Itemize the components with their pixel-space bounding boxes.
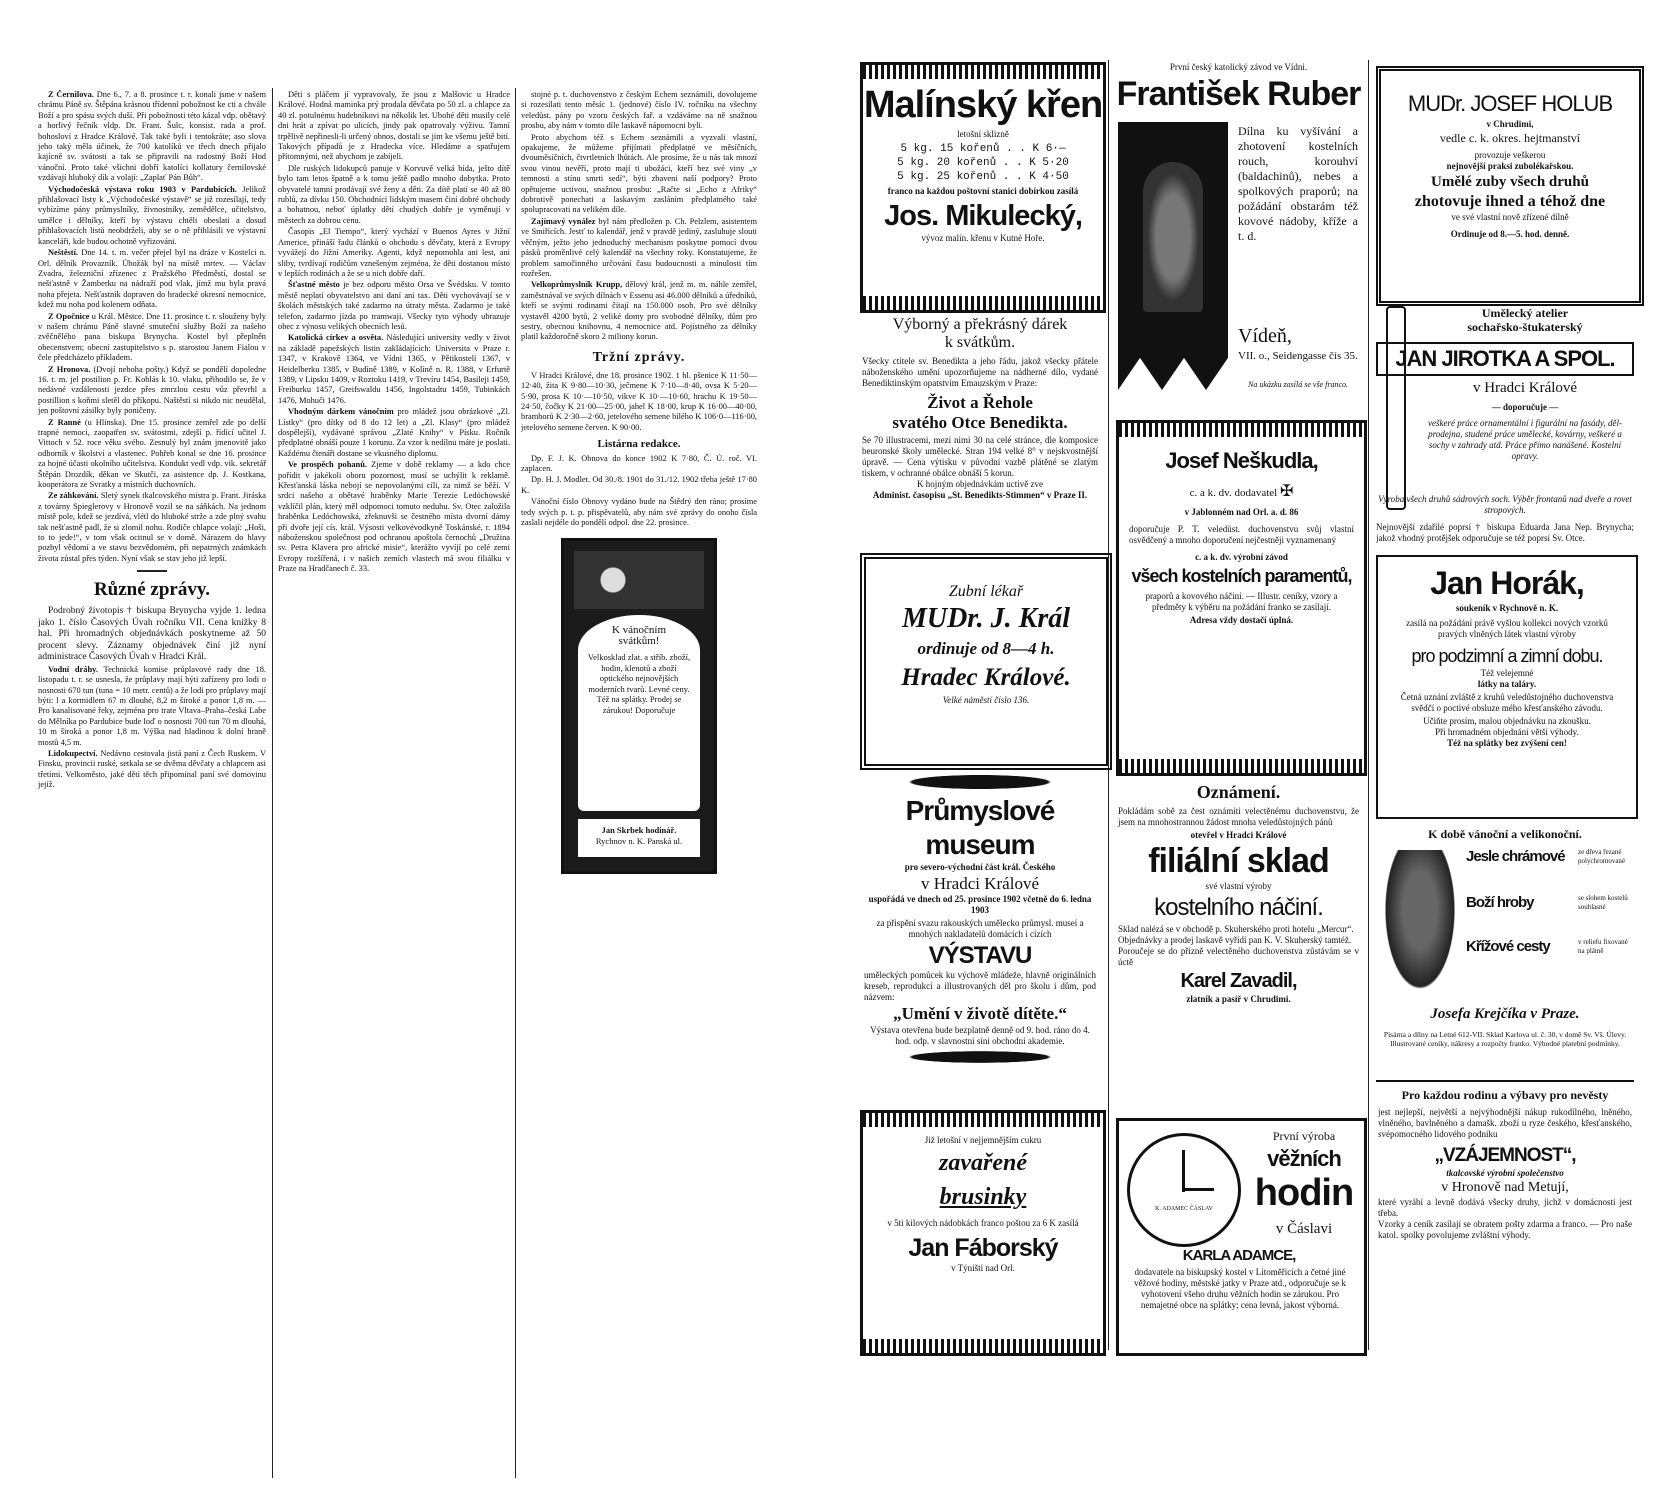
section-title: Různé zprávy.	[93, 579, 211, 601]
ad-body: Též velejemné	[1480, 668, 1534, 678]
ad-quote: „Umění v životě dítěte.“	[893, 1004, 1067, 1023]
ornament-border	[863, 1113, 1103, 1127]
article-cernilov: Z Černilova. Dne 6., 7. a 8. prosince t. r. konali jsme v našem chrámu Páně sv. Štěpána krásnou třídenní pobožnost ke cti a chvále Boží a pro spásu svých duší. Při pobožnosti této kázal vdp. obětavý a horlivý řečník vldp. Dr. Frant. Šulc, konsist. rada a prof. bohosloví z Hradce Králové. Tak také byli i tentokráte; aso slova jeho taký měla účinek, že 700 katolíků ve třech dnech přijalo kajícně sv. svátosti a tak se připravili na radostný Boží Hod vánoční. Proto také všichni dobří katolíci kollatury černilovské vzdávají hluboký dík a volají: „Zaplať Pán Bůh“.	[38, 90, 266, 183]
holub-ad	[1376, 66, 1644, 306]
ad-body: Se 70 illustracemi, mezi nimi 30 na celé stránce, dle komposice beuronské školy umělecké. Stran 194 velké 8° v nejskvostnější úpravě. — Cena výtisku v původní vazbě plátěné se zlatým tiskem, v ochranné obálce obnáší 5 korun.	[862, 435, 1098, 478]
ad-title: Malínský křen	[863, 84, 1103, 126]
ad-city: v Chrudimi,	[1486, 119, 1534, 129]
clock-icon	[1127, 1133, 1241, 1247]
ad-body: K hojným objednávkám uctivě zve	[917, 479, 1043, 489]
article-krupp: Velkoprůmyslník Krupp, dělový král, jenž m. m. náhle zemřel, zaměstnával ve svých dílnách v Essenu asi 46.000 dělníků a úředníků, kteří se svými rodinami čítají na 150.000 osob. Pro své dělníky vystavěl 4200 bytů, 2 veliké domy pro svobodné dělníky, dům pro sestry, obecnou knihovnu, 4 nemocnice atd. Pojistného za dělníky platil každoročně skoro 2 miliony korun.	[521, 280, 757, 342]
ad-highlight: VÝSTAVU	[928, 942, 1032, 969]
ad-body: látky na taláry.	[1477, 679, 1537, 689]
clock-hand	[1182, 1188, 1214, 1191]
ad-city: v Hronově nad Metují,	[1441, 1180, 1569, 1195]
ad-title: František Ruber	[1116, 75, 1361, 113]
ad-body: Výstava otevřena bude bezplatně denně od 9. hod. ráno do 4. hod. odp. v slavnostní síni obchodní akademie.	[870, 1025, 1090, 1046]
ad-body: — doporučuje —	[1491, 402, 1559, 412]
column-rule	[1108, 60, 1109, 1350]
ad-note: v reliefu fixované na plátně	[1578, 938, 1628, 955]
ad-highlight: Umělé zuby všech druhů	[1431, 174, 1589, 190]
pillar	[1386, 306, 1406, 510]
article-vynalez: Zajímavý vynález byl nám předložen p. Ch. Pelzlem, asistentem ve Smiřicích. Jestť to kalendář, jenž v pravdě jediný, zasluhuje slouti věčným, ježto jeho jednoduchý mechanism poskytne pomocí dvou pásků proměnlivé celý kalendář na všechny roky. Konstatujeme, že problem samočinného určování času budoucnosti a minulosti tím rozřešen.	[521, 216, 757, 278]
ad-body: veškeré práce ornamentální i figurální na fasády, děl- prodejna, studené práce umělecké, kovárny, veškeré a sochy v zahrady atd. Práce přímo nanášené. Kostelní opravy.	[1428, 418, 1622, 461]
ad-footer: Též na splátky bez zvýšení cen!	[1447, 738, 1567, 748]
ruber-ad	[1116, 62, 1361, 397]
ad-body: za přispění svazu rakouských umělecko průmysl. museí a mnohých nakladatelů domácích i cizích	[876, 918, 1084, 939]
article-opocnice: Z Opočnice u Král. Městce. Dne 11. prosince t. r. slouženy byly v našem chrámu Páně slavné smuteční služby Boží za našeho zvěčnělého pana biskupa Brynycha. Kostel byl přeplněn obecenstvem; obecní zastupitelstvo s p. starostou Janem Fialou v čele předcházelo příkladem.	[38, 311, 266, 363]
ad-title: Oznámení.	[1196, 782, 1281, 802]
ad-title: věžních	[1267, 1146, 1341, 1171]
ad-body: jest nejlepší, největší a nejvýhodnější nákup rukodílného, lněného, vlněného, bavlněného a damašk. zboží u ryze českého, křesťanského, svépomocného lidového podniku	[1378, 1107, 1632, 1139]
ad-title: MUDr. JOSEF HOLUB	[1407, 91, 1613, 116]
ad-panel	[578, 615, 700, 811]
ornament	[860, 770, 1100, 794]
ad-body: Nejnovější zdařilé poprsí † biskupa Eduarda Jana Nep. Brynycha; jakož vhodný protějšek odporučuje se též poprsí Sv. Otce.	[1376, 522, 1634, 543]
ad-highlight: kostelního náčiní.	[1154, 894, 1323, 921]
ad-body: Objednávky a prodej laskavě vyřídí pan K. V. Skuherský tamtéž.	[1118, 935, 1352, 945]
kral-ad	[860, 553, 1112, 770]
price-line: 5 kg. 15 kořenů . . K 6·—	[900, 143, 1066, 155]
article-vystava: Východočeská výstava roku 1903 v Pardubicích. Jelikož přihlašovací listy k „Východočeské výstavě“ se již rozesílají, tedy vybízíme pány průmyslníky, živnostníky, zemědělce, učitelstvo, umělce i dělníky, kteří by výstavu chtěli obeslati a dosud přihlašovacích listů neobdrželi, aby se o ně přihlásili ve výstavní kanceláři, kde budou ochotně vyřizováni.	[38, 184, 266, 246]
ad-greeting: svátkům!	[618, 634, 660, 647]
ad-address: VII. o., Seidengasse čís 35.	[1238, 350, 1358, 362]
article-hronov: Z Hronova. (Dvojí neboha pošty.) Když se pondělí dopoledne 16. t. m. jel postilion p. Fr. Koblás k 10. vlaku, přihodilo se, že v nedávné vzdálenosti jezdce přes zmrzlou cestu vůz převrhl a postillion s koňmi sletěl do příkopu. Naštěstí si nikdo nic neudělal, jen poštovní zásilky byly poničeny.	[38, 364, 266, 416]
ad-subtitle: sochařsko-štukaterský	[1467, 320, 1583, 334]
adamec-ad	[1116, 1118, 1367, 1356]
ad-note: Na ukázku zasílá se vše franco.	[1248, 380, 1348, 389]
krejcik-ad	[1376, 826, 1634, 1071]
ad-dates: uspořádá ve dnech od 25. prosince 1902 včetně do 6. ledna 1903	[868, 894, 1092, 915]
ad-body: Učiňte prosím, malou objednávku na zkoušku.	[1423, 716, 1591, 726]
ad-body: nejnovější praksi zubolékařskou.	[1446, 161, 1574, 171]
left-page	[0, 0, 795, 1500]
ad-subtitle-row	[1119, 481, 1364, 501]
ad-name: Jos. Mikulecký,	[884, 200, 1082, 232]
article-pohane: Ve prospěch pohanů. Zjeme v době reklamy — a kdo chce pořídit v jakékoli oboru pozornost, musí se uchýlit k reklamě. Křesťanská láska nebojí se nepovolanými cíli, za nimž se běží. V srdci našeho a obětavé hraběnky Marie Terezie Ledóchowské vzklíčil plán, který měl odpomoci tomuto neduhu. Sv. Otec založila hraběnka Ledóchowská, zřeknuvši se čestného místa dvorní dámy při dvoře její cís. král. Výsosti velkovévodkyně Toskánské, r. 1894 náboženskou společnost pod ochranou apoštola černochů „Družina sv. Petra Klavera pro africké misie“, kterážto vyvíjí po celé zemi Evropy rozšířená, i v našich zemích vlastech má svou filiálku v Praze na Hradčanech č. 33.	[278, 460, 510, 574]
column-rule	[1368, 60, 1369, 1350]
ad-subtitle: První český katolický závod ve Vídni.	[1169, 62, 1308, 72]
price-line: 5 kg. 25 kořenů . . K 4·50	[897, 171, 1069, 183]
ornament-border	[863, 296, 1103, 310]
article-echo: stojné p. t. duchovenstvo z českým Echem seznámili, dovolujeme si rozesílati tento měsíc 1. (jednové) číslo IV. ročníku na všechny veledůst. pány po vzoru českých fař. a vzdáváme na ně snažnou prosbu, aby nám v tomto díle laskavě nápomocni byli.	[521, 90, 757, 131]
ad-title: K době vánoční a velikonoční.	[1428, 827, 1582, 841]
ad-address: Velké náměstí číslo 136.	[942, 695, 1030, 705]
article-vanocni-darek: Vhodným dárkem vánočním pro mládež jsou obrázkové „Zl. Lístky“ (pro dítky od 8 do 12 let) a „Zl. Klasy“ (pro mládež dospělejší), vydávané správou „Zlaté Knihy“ v Písku. Ročník předplatné obnáší pouze 1 korunu. Za vzor k nedílnu máte je poslati. Každému čtenáři dostane se vkusného diplomu.	[278, 407, 510, 458]
price-list	[863, 142, 1103, 184]
ad-subtitle: tkalcovské výrobní společenstvo	[1446, 1168, 1564, 1178]
ornament-border	[1119, 423, 1364, 437]
ad-body: Dílna ku vyšívání a zhotovení kostelních rouch, korouhví (baldachinů), nebes a spolkových praporů; na požádání obstarám též kovové nádoby, kříže a t. d.	[1238, 124, 1358, 243]
ad-title: k svátkům.	[944, 334, 1016, 351]
article-sankovani: Ze záhkování. Sletý synek tkalcovského mistra p. Frant. Jiráska z továrny Spieglerovy v Hronově vozil se na sáňkách. Na jednom místě pole, kdež se jezdívá, vlétl do hluboké strže a zde plný svahu tak nešťastně padl, že si zlomil nohu. Rodiče chlapce volají: „Hoši, to to jede!“, v tom však ocitnul se v domě. Nárazem do hlavy pozbyl vědomí a ve stavu bezvědomém, při nepatrných známkách života zůstal přes týden. Nyní však se stav jeho již lepší.	[38, 491, 266, 563]
ad-title: Výborný a překrásný dárek	[892, 316, 1068, 333]
column-rule	[272, 88, 273, 1478]
ad-footer: Administ. časopisu „St. Benedikts-Stimmen“ v Praze II.	[872, 490, 1088, 500]
ad-highlight: všech kostelních paramentů,	[1131, 566, 1352, 586]
article-cirkev: Katolická církev a osvěta. Následující university vedly v život na základě papežských listin zakládajících: Universita v Praze r. 1347, v Krakově 1364, ve Vídni 1365, v Pětikostelí 1367, v Heidelberku 1385, v Budíně 1389, v Kolíně n. R. 1388, v Erfurtě 1389, v Lipsku 1409, v Roztoku 1419, v Trevíru 1454, Basileji 1459, Freiburku 1457, Greifswaldu 1456, Ingolstadtu 1459, Tubinkách 1476, Mohuči 1476.	[278, 333, 510, 405]
ad-note: se slohem kostelů souhlasné	[1578, 894, 1628, 911]
ad-title: brusinky	[939, 1184, 1027, 1210]
divider	[137, 570, 167, 572]
ad-body: Velkosklad zlat. a stříb. zboží, hodin, klenotů a zboží optického nejnovějších moderních tvarů. Levné ceny. Též na splátky. Prodej se zárukou! Doporučuje	[587, 652, 691, 715]
ad-name: Karel Zavadil,	[1180, 970, 1297, 992]
article-echo-2: Proto abychom též s Echem seznámili a vyzvali vlastní, opakujeme, že můžeme přijímati předplatné ve měsíčních, dvouměsíčních, čtvrtletních lhůtách. Ale prosíme, že u nás tak mnozí svou vinou nevěří, proto mají ti ubožáci, kteří bez své viny „v temnosti a stínu smrti sedí“, býti zbaveni naší podpory? Proto opětujeme uctivou, snažnou prosbu: „Račte si „Echo z Afriky“ dobrotivě ponechati a laskavým zasláním předplatného také spolupracovati na velikém díle.	[521, 132, 757, 215]
ad-body: ve své vlastní nově zřízené dílně	[1451, 212, 1569, 222]
column-ornament	[1376, 306, 1416, 516]
ad-signature: Jan Skrbek hodinář. Rychnov n. K. Panská ul.	[578, 819, 700, 857]
ad-body: Písárna a dílny na Letné 612-VII. Sklad Karlova ul. č. 30, v domě Sv. Vš. Úlevy. Illustrované ceníky, nákresy a rozpočty franko. Výhodné platební podmínky.	[1383, 1030, 1627, 1048]
ad-body: Výroba všech druhů sádrových soch. Výběr frontanů nad dveře a rovet stropových.	[1378, 494, 1632, 515]
ad-body: v 5ti kilových nádobkách franco poštou za 6 K zasílá	[887, 1218, 1079, 1228]
price-line: 5 kg. 20 kořenů . . K 5·20	[897, 157, 1069, 169]
ad-body: uměleckých pomůcek ku výchově mládeže, hlavně originálních kreseb, reprodukcí a illustrovaných děl pro školu i dům, pod názvem:	[864, 970, 1096, 1002]
ad-body: Sklad nalézá se v obchodě p. Skuherského proti hotelu „Mercur“.	[1118, 924, 1354, 934]
benedikt-ad	[860, 316, 1100, 546]
ad-subtitle: První výroba	[1272, 1129, 1336, 1143]
product-name: Křížové cesty	[1466, 938, 1550, 955]
article-el-tiempo: Časopis „El Tiempo“, který vychází v Buenos Ayres v Jižní Americe, přináší řadu článků o obchodu s děvčaty, která z Evropy vyvážejí do Jižní Ameriky. Agenti, když nepomohla ani lest, ani sliby, tvrdívají rodičům vznešeným zejména, že děti dostanou místo v lepších rodinách a že se u nich dobře daří.	[278, 227, 510, 278]
article-ranna: Z Ranné (u Hlinska). Dne 15. prosince zemřel zde po delší trapné nemoci, zaopatřen sv. svátostmi, zdejší p. řídící učitel J. Vittoch v 52. roce věku svého. Zesnulý byl znám jmenovitě jako odborník v školství a vlastenec. Pohřeb konal se dne 16. prosince za hojné účasti okolního učitelstva. Kondukt vedl vdp. vik. sekretář Štěpán Drozdík, děkan ve Skutči, za asistence dp. J. Kostkana, kooperátora ze Svratky a místních duchovních.	[38, 417, 266, 490]
letter-item: Dp. H. J. Modlet. Od 30./8. 1901 do 31./12. 1902 třeba ještě 17·80 K.	[521, 475, 757, 495]
ad-city: v Hradci Králové	[1472, 380, 1578, 396]
ad-title: Zubní lékař	[948, 583, 1024, 600]
book-title: Život a Řehole	[927, 393, 1033, 412]
ad-title: Josef Neškudla,	[1165, 448, 1318, 473]
ad-highlight: „VZÁJEMNOST“,	[1434, 1145, 1576, 1166]
article-lidokupectvi: Lidokupectví. Nedávno cestovala jistá paní z Čech Ruskem. V Finsku, provincii ruské, setkala se se dvěma děvčaty a chlapcem asi třetími. Velkoměsto, jaké dětí těch připomínal paní své domovinu jejíž.	[38, 749, 266, 790]
ad-city: v Jablonném nad Orl. a. d. 86	[1184, 507, 1299, 517]
ad-body: praporů a kovového náčiní. — Illustr. ceníky, vzory a předměty k výběru na požádání franko se zasílají.	[1145, 591, 1338, 612]
ad-footer: vývoz malín. křenu v Kutné Hoře.	[921, 233, 1045, 243]
kren-ad	[860, 62, 1106, 313]
eagle-icon: ✠	[1279, 483, 1294, 500]
ad-subtitle: soukeník v Rychnově n. K.	[1455, 603, 1559, 613]
ad-title: zavařené	[939, 1150, 1027, 1176]
ad-subtitle: letošní sklizně	[957, 129, 1009, 139]
product-name: Boží hroby	[1466, 894, 1534, 911]
ad-body: Všecky ctitele sv. Benedikta a jeho řádu, jakož všecky přátele náboženského umění upozorňujeme na nádherné dílo, vydané Benediktinským opatstvím Emauzským v Praze:	[862, 356, 1098, 388]
market-prices: V Hradci Králové, dne 18. prosince 1902. 1 hl. pšenice K 11·50—12·40, žita K 9·80—10·30, ječmene K 7·10—8·40, ovsa K 5·20—5·90, prosa K 10·—10·50, vikve K 10·—10·60, hrachu K 19·50—24·50, čočky K 21·00—25·00, jahel K 18·00, krup K 16·00—40·00, bramborů K 2·30—2·60, jetelového semene bílého K 106·0—116·00, jetelového semene červen. K 90·00.	[521, 370, 757, 432]
ad-city: v Týništi nad Orl.	[951, 1263, 1015, 1273]
column-3	[521, 90, 757, 1480]
angels-illustration	[574, 551, 704, 609]
column-rule	[515, 88, 516, 1478]
ad-city: v Hradci Králové	[920, 874, 1039, 893]
madonna-image	[1143, 162, 1203, 312]
ad-city: v Čáslavi	[1275, 1221, 1333, 1237]
ad-body: provozuje veškerou	[1474, 150, 1546, 160]
ad-city: Vídeň,	[1238, 325, 1292, 347]
clock-hand	[1182, 1150, 1185, 1192]
ad-subtitle: pro severo-východní část král. Českého	[904, 862, 1056, 872]
ad-body: Poroučeje se do přízně velectěného duchovenstva zůstávám se v úctě	[1118, 946, 1359, 967]
market-title: Tržní zprávy.	[592, 349, 686, 365]
ad-body: doporučuje P. T. veledůst. duchovenstvu svůj vlastní osvědčený a mnoho doporučení nejčestněji vyznamenaný	[1129, 524, 1354, 545]
ad-body: zasílá na požádání právě vyšlou kollekci nových vzorků pravých vlněných látek vlastní výroby	[1406, 618, 1608, 639]
article-stastne-mesto: Šťastné město je bez odporu město Orsa ve Švédsku. V tomto městě neplatí obyvatelstvo ani daní ani tax. Děti vychovávají se v školách městských také zadarmo na útraty města. Zadarmo je také telefon, zadarmo jízda po tramwaji. Všecky tyto výhody ubrazuje obec z výnosu velikých obecních lesů.	[278, 280, 510, 331]
ad-subtitle: c. a k. dv. dodavatel	[1189, 487, 1278, 499]
nativity-illustration	[1380, 850, 1460, 1000]
product-name: Jesle chrámové	[1466, 848, 1565, 865]
ad-body: c. a k. dv. výrobní závod	[1195, 552, 1288, 562]
ad-title: Pro každou rodinu a výbavy pro nevěsty	[1401, 1088, 1609, 1102]
ad-highlight: pro podzimní a zimní dobu.	[1411, 646, 1603, 666]
ad-note: franco na každou poštovní stanici dobírkou zasílá	[887, 186, 1079, 196]
book-title: svatého Otce Benedikta.	[892, 413, 1068, 432]
ad-greeting: K vánočním	[611, 624, 667, 637]
ad-hours: Ordinuje od 8.—5. hod. denně.	[1450, 229, 1570, 239]
ornament-border	[863, 65, 1103, 79]
ad-subtitle: Umělecký atelier	[1481, 306, 1569, 320]
ad-title: JAN JIROTKA A SPOL.	[1376, 342, 1634, 376]
ad-subtitle: vedle c. k. okres. hejtmanství	[1439, 131, 1581, 145]
horak-ad	[1376, 555, 1638, 819]
letter-item: Vánoční číslo Obnovy vydáno bude na Štědrý den ráno; prosíme tedy svých p. t. p. přispěvatelů, aby nám své zprávy do onoho čísla zaslali nejdéle do pondělí odpol. dne 22. prosince.	[521, 497, 757, 528]
article-zivotopis: Podrobný životopis † biskupa Brynycha vyjde 1. ledna jako 1. číslo Časových Úvah ročníku VII. Cena knížky 8 hal. Při hromadných objednávkách poskytneme až 50 procent slevy. Záznamy objednávek činí již nyní administrace Časových Úvah v Hradci Král.	[38, 606, 266, 663]
ad-body: Vzorky a ceník zasílají se obratem pošty zdarma a franco. — Pro naše katol. spolky povolujeme zvláštní výhody.	[1378, 1219, 1632, 1240]
column-1	[38, 90, 266, 1480]
ad-body: které vyrábí a levně dodává všecky druhy, jichž v domácnosti jest třeba.	[1378, 1197, 1632, 1218]
ad-body: Při hromadném objednání větší výhody.	[1435, 727, 1579, 737]
vzajemnost-ad	[1376, 1080, 1634, 1352]
ad-highlight: filiální sklad	[1148, 842, 1329, 880]
article-korvuva: Dle ruských lidokupců panuje v Korvuvě velká bída, ješto dítě bylo tam letos špatně a k tomu ještě padlo mnoho dobytka. Proto obyvatelé tamní prodávají své ženy a děti. Za dítě platí se 40 až 80 rublů, za dívku 150. Obchodníci lidským masem činí dobré obchody a bohatnou, neboť úplatky dětí chudých dobře je vyměnují v městech za dobrou cenu.	[278, 163, 510, 225]
ad-title: Jan Horák,	[1430, 565, 1584, 601]
ornament-border	[1119, 759, 1364, 773]
zavadil-ad	[1116, 780, 1361, 1110]
ad-footer: Adresa vždy dostačí úplná.	[1189, 615, 1294, 625]
ad-body: Četná uznání zvláště z kruhů veledůstojného duchovenstva svědčí o poctivé obsluze mého křesťanského závodu.	[1400, 692, 1614, 713]
ad-title: Průmyslové museum	[905, 795, 1055, 860]
ad-hours: ordinuje od 8—4 h.	[917, 639, 1055, 658]
ornament	[860, 1047, 1100, 1067]
article-nestesti: Neštěstí. Dne 14. t. m. večer přejel byl na dráze v Kostelci n. Orl. dělník Provazník. Úbožák byl na místě mrtev. — Václav Zvadra, železniční zřízenec z Pražského Předměstí, dostal se nešťastně v Žamberku na nádraží pod vlak, jímž mu byla pravá noha přejeta. Nešťastník dopraven do hradecké okresní nemocnice, kdež mu noha pod kolenem odňata.	[38, 248, 266, 310]
banner-illustration	[1118, 122, 1228, 390]
ad-subtitle: Již letošní v nejjemnějším cukru	[924, 1135, 1042, 1145]
article-continued: Děti s pláčem jí vypravovaly, že jsou z Malšovic u Hradce Králové. Hodná maminka prý prodala děvčata po 50 zl. a chlapce za 40 zl. potulnému hudebníkovi na několik let. Ubohé děti musily celé dni hrát a zpívat po ulicích, jindy pak opatrovaly výživu. Tamní trpělivě nepřinesli-li určený obnos, dostali se jim ke všemu ještě bití. Takových případů je z Hradecka více. Hledáme a spatřujem přítomnými, než abychom je zabíjeli.	[278, 90, 510, 162]
ad-body: otevřel v Hradci Králové	[1190, 830, 1287, 840]
ad-name: KARLA ADAMCE,	[1182, 1247, 1296, 1264]
letters-title: Listárna redakce.	[597, 438, 681, 451]
ad-title: hodin	[1254, 1172, 1354, 1214]
ad-body: dodavatele na biskupský kostel v Litoměřicích a četné jiné věžové hodiny, městské jatky v Praze atd., odporučuje se k vyhotovení všeho druhu věžních hodin se zárukou. Pro nemajetné obce na splátky; cena levná, jakost výborná.	[1134, 1267, 1346, 1310]
ad-body: Pokládám sobě za čest oznámiti velectěnému duchovenstvu, že jsem na mnohostrannou žádost mnoha veledůstojných pánů	[1118, 806, 1359, 827]
right-page	[860, 0, 1672, 1500]
ad-body: své vlastní výroby	[1205, 881, 1272, 891]
letter-item: Dp. F. J. K. Obnova do konce 1902 K 7·80, Č. Ú. roč. VI. zaplacen.	[521, 453, 757, 473]
column-2	[278, 90, 510, 1480]
ad-name: Josefa Krejčíka v Praze.	[1430, 1006, 1580, 1022]
ornament-border	[863, 1339, 1103, 1353]
neskudla-ad	[1116, 420, 1367, 776]
ad-highlight: zhotovuje ihned a téhož dne	[1414, 193, 1606, 210]
doctor-name: MUDr. J. Král	[901, 603, 1071, 634]
ad-footer: zlatník a pasíř v Chrudimi.	[1186, 994, 1291, 1004]
brusinky-ad	[860, 1110, 1106, 1356]
article-vodni-drahy: Vodní dráhy. Technická komise průplavové rady dne 18. listopadu t. r. se usnesla, že průplavy mají býti zařízeny pro lodi o nosnosti 670 tun (tuna = 10 metr. centů) a že lodi pro průplavy mají býti: l a kormidlem 67 m dlouhé, 8,2 m široké a ponor 1,8 m. — Pro kanalisované řeky, zejména pro trate Vltava–Praha–česká Labe do Mělníka po Pardubice bude loď o nosnosti 700 tun 70 m dlouhá, 10 m široká a ponor 1,8 m. Výška nad hladinou k dolní hraně mostů 4,5 m.	[38, 664, 266, 747]
ad-city: Hradec Králové.	[901, 664, 1071, 691]
ad-note: ze dřeva řezané polychromované	[1578, 848, 1626, 865]
museum-ad	[860, 770, 1100, 1100]
clock-label: K. ADAMEC ČÁSLAV	[1155, 1206, 1213, 1212]
skrbek-ad	[561, 538, 717, 874]
ad-name: Jan Fáborský	[908, 1234, 1058, 1262]
